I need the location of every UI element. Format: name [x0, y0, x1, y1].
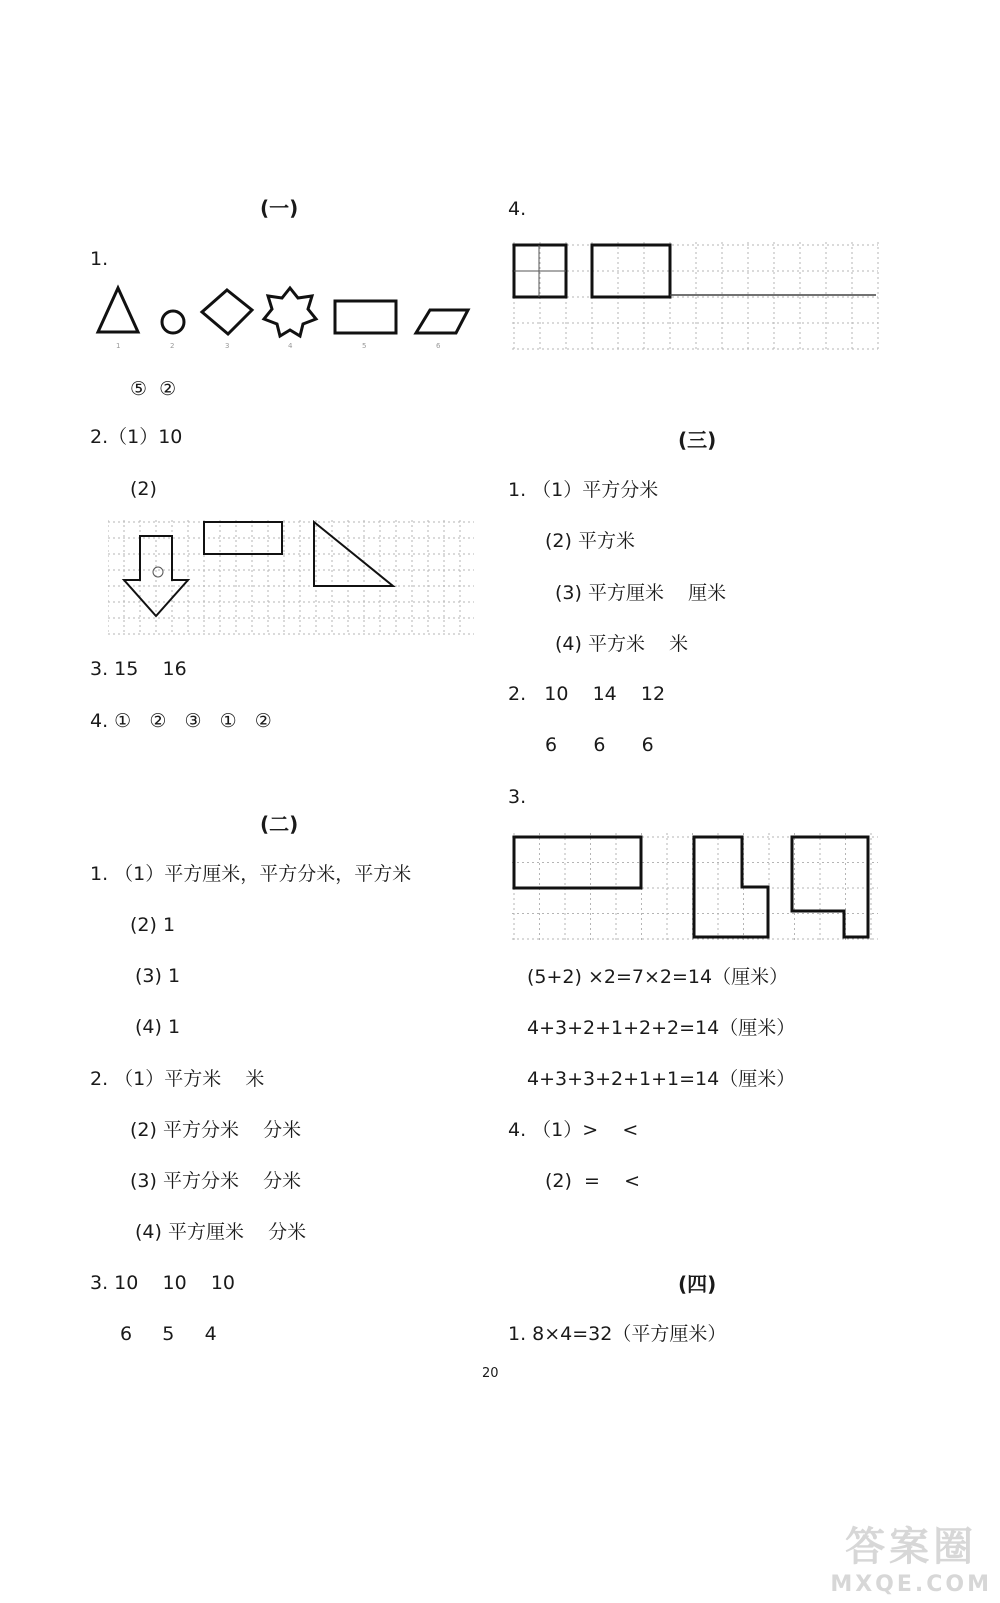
s3-q3-label: 3.: [508, 786, 527, 808]
s3-q3-line-1: (5+2) ×2=7×2=14（厘米）: [527, 966, 789, 988]
question-4-label: 4.: [508, 198, 527, 220]
watermark-bottom: MXQE.COM: [830, 1572, 992, 1597]
page-number: 20: [482, 1366, 499, 1381]
section-heading-3: (三): [678, 428, 717, 452]
l-shape-1: [694, 837, 768, 937]
s3-q1-line-3: (3) 平方厘米 厘米: [555, 582, 727, 604]
s2-q3-line-2: 6 5 4: [120, 1323, 217, 1345]
s3-q2-line-1: 2. 10 14 12: [508, 683, 666, 705]
shapes-figure: [90, 280, 480, 352]
grid-figure-left: [108, 520, 476, 636]
s3-q4-line-2: (2) = <: [545, 1170, 640, 1192]
svg-text:3: 3: [225, 342, 230, 350]
section-heading-2: (二): [260, 812, 299, 836]
s3-q3-line-2: 4+3+2+1+2+2=14（厘米）: [527, 1017, 796, 1039]
svg-text:4: 4: [288, 342, 293, 350]
svg-text:6: 6: [436, 342, 441, 350]
watermark: [830, 1515, 992, 1597]
l-shape-2: [792, 837, 868, 937]
s2-q2-line-2: (2) 平方分米 分米: [130, 1119, 302, 1141]
s3-q3-line-3: 4+3+3+2+1+1=14（厘米）: [527, 1068, 796, 1090]
svg-text:2: 2: [170, 342, 175, 350]
svg-text:5: 5: [362, 342, 367, 350]
s4-q1: 1. 8×4=32（平方厘米）: [508, 1323, 727, 1345]
star-shape: [264, 288, 316, 336]
question-3: 3. 15 16: [90, 658, 187, 680]
section-heading-1: (一): [260, 196, 299, 220]
question-2-part-1: 2.（1）10: [90, 426, 183, 448]
triangle-shape: [98, 288, 138, 332]
rectangle-shape: [335, 301, 396, 333]
right-triangle-shape: [314, 522, 393, 586]
s2-q2-line-4: (4) 平方厘米 分米: [135, 1221, 307, 1243]
question-1-label: 1.: [90, 248, 109, 270]
s2-q3-line-1: 3. 10 10 10: [90, 1272, 236, 1294]
question-1-answer: ⑤ ②: [130, 378, 177, 400]
grid-figure-right-top: [512, 242, 880, 352]
section-heading-4: (四): [678, 1272, 717, 1296]
s3-q4-line-1: 4. （1）> <: [508, 1119, 639, 1141]
grid-figure-right-bottom: [512, 833, 880, 943]
diamond-shape: [202, 290, 252, 334]
s2-q1-line-4: (4) 1: [135, 1016, 181, 1038]
question-2-part-2-label: (2): [130, 478, 157, 500]
s2-q1-line-1: 1. （1）平方厘米，平方分米，平方米: [90, 863, 412, 885]
s2-q1-line-2: (2) 1: [130, 914, 176, 936]
question-4: 4. ① ② ③ ① ②: [90, 710, 272, 732]
svg-text:1: 1: [116, 342, 121, 350]
s2-q2-line-3: (3) 平方分米 分米: [130, 1170, 302, 1192]
s2-q1-line-3: (3) 1: [135, 965, 181, 987]
circle-shape: [162, 311, 184, 333]
watermark-top: 答案圈: [845, 1524, 978, 1570]
parallelogram-shape: [416, 310, 468, 333]
s3-q2-line-2: 6 6 6: [545, 734, 654, 756]
s3-q1-line-1: 1. （1）平方分米: [508, 479, 659, 501]
s3-q1-line-2: (2) 平方米: [545, 530, 635, 552]
s3-q1-line-4: (4) 平方米 米: [555, 633, 689, 655]
s2-q2-line-1: 2. （1）平方米 米: [90, 1068, 265, 1090]
